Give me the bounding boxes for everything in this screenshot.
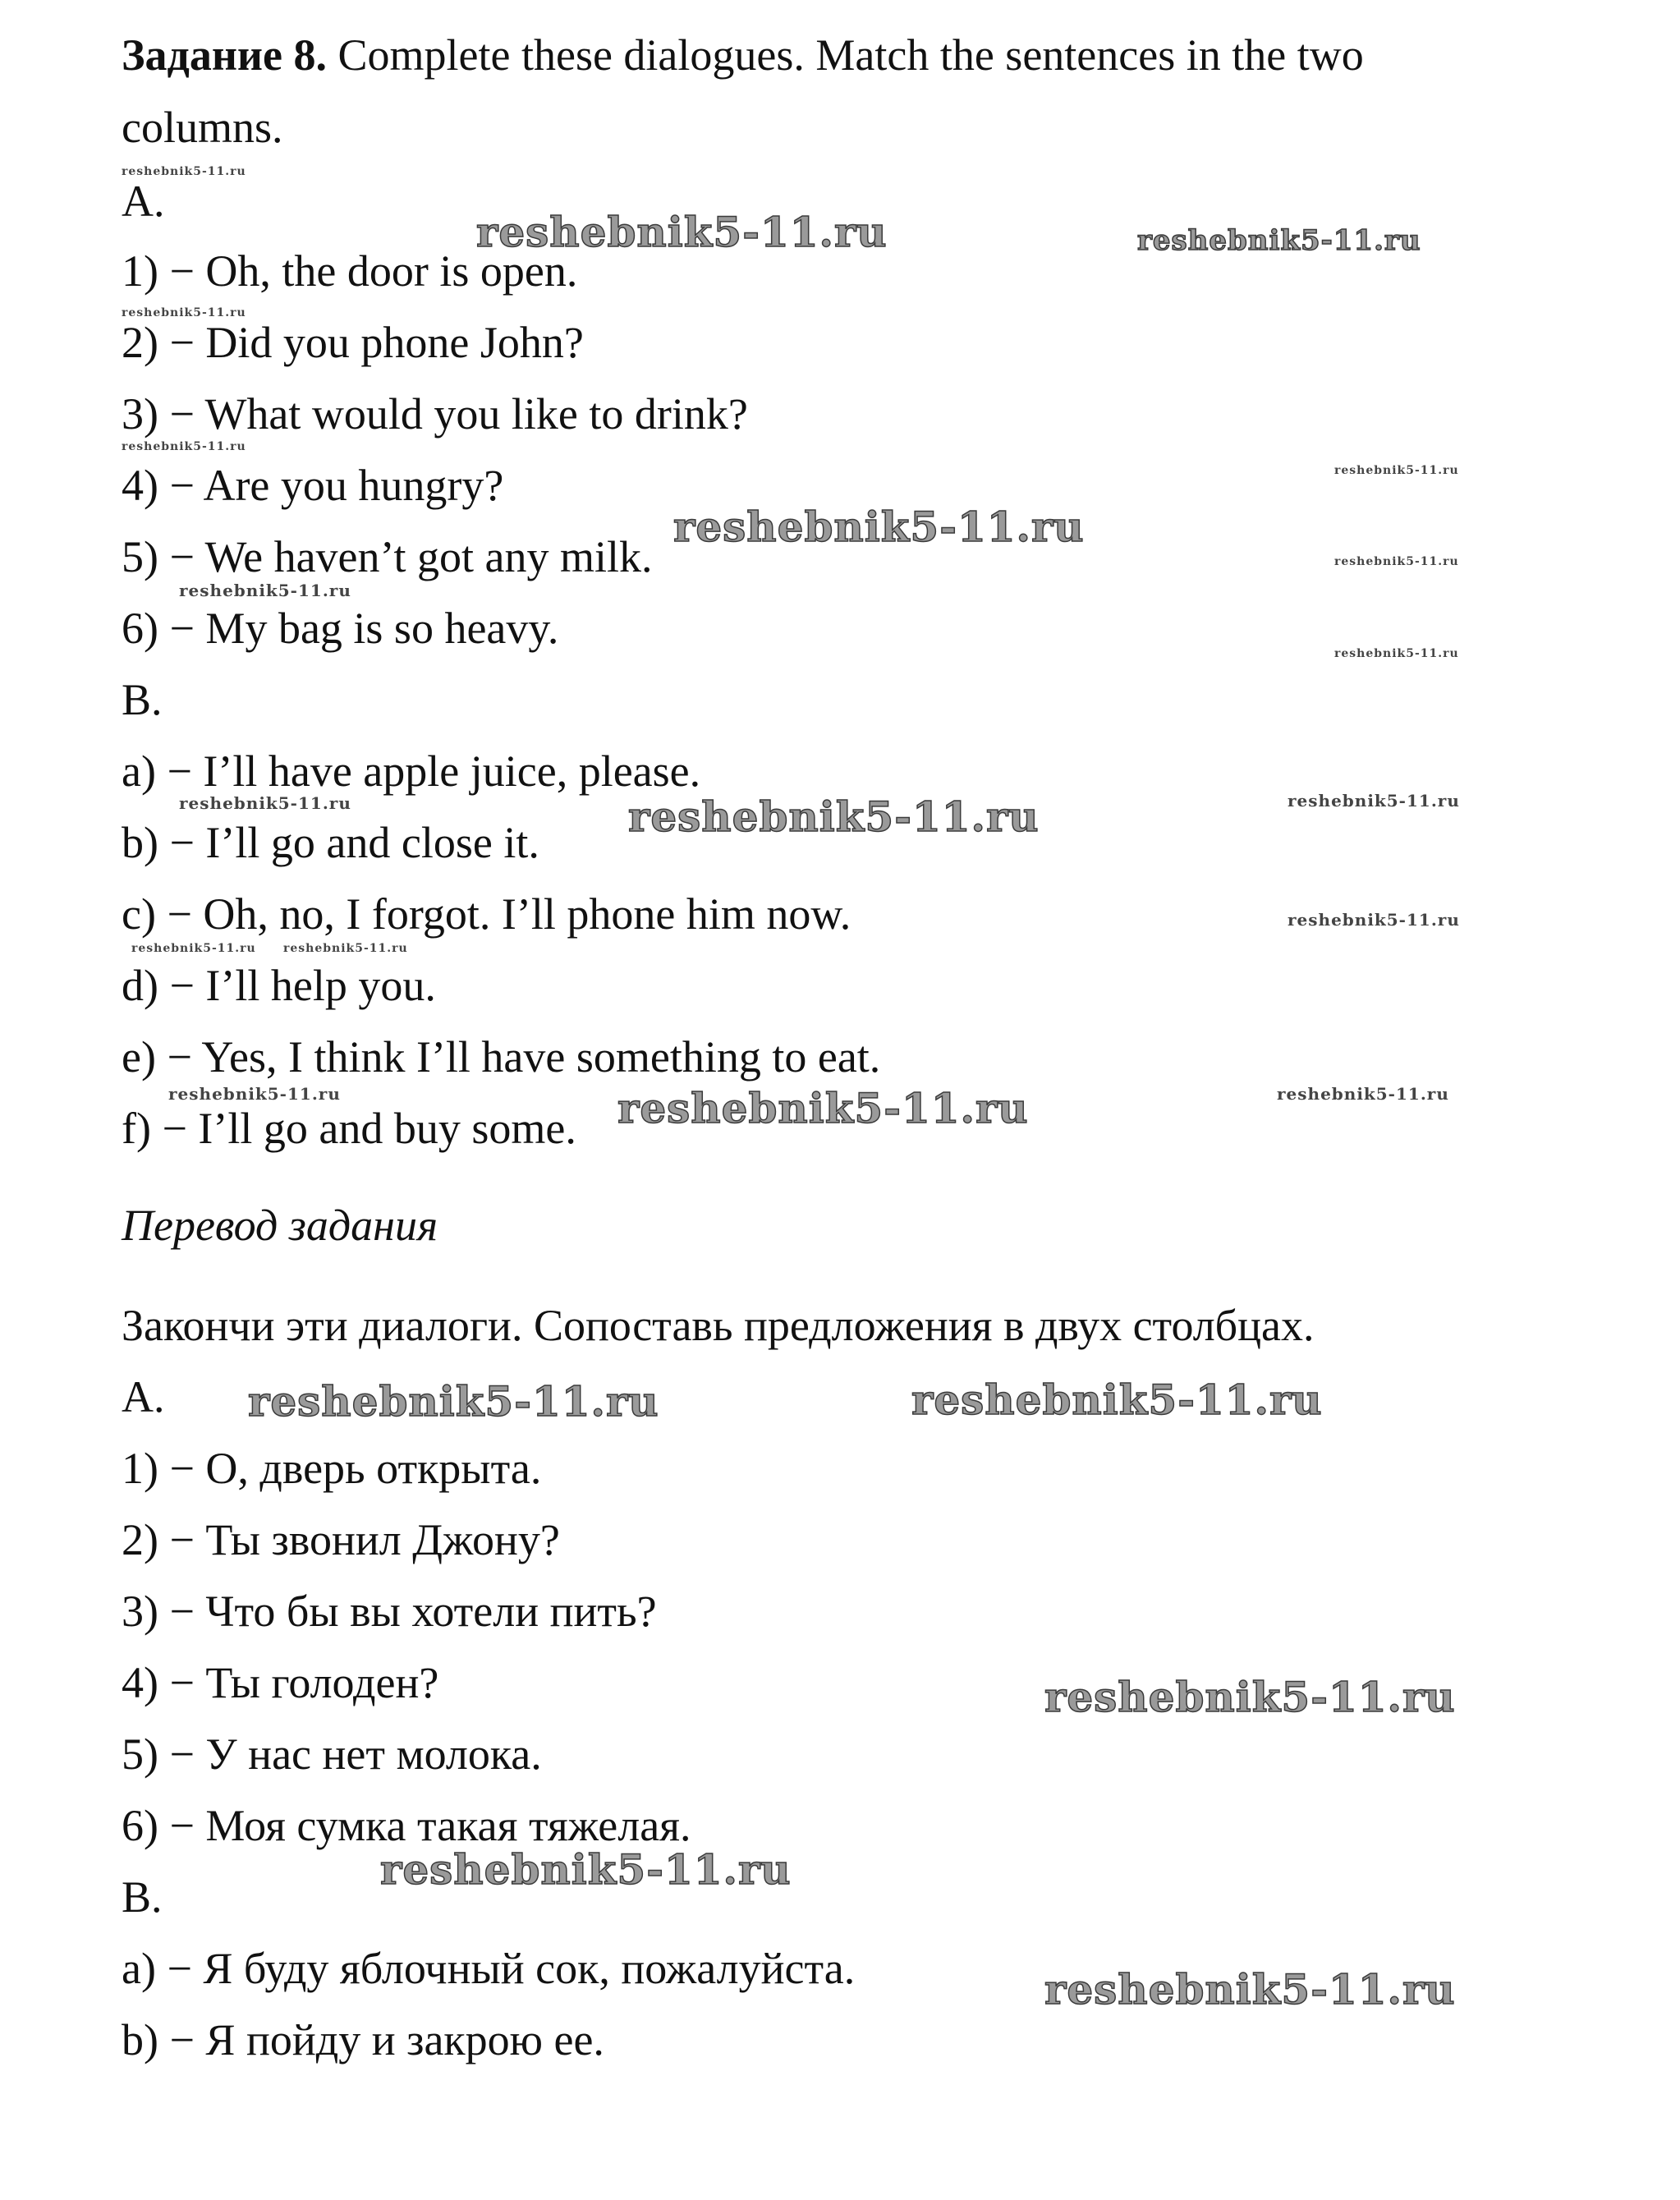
list-item-bb: b) − I’ll go and close it. — [122, 818, 539, 867]
watermark: reshebnik5-11.ru — [628, 792, 1040, 841]
watermark: reshebnik5-11.ru — [122, 165, 246, 178]
watermark: reshebnik5-11.ru — [1137, 224, 1421, 257]
column-b-label: B. — [122, 675, 163, 724]
list-item-a1: 1) − Oh, the door is open. — [122, 246, 578, 296]
watermark: reshebnik5-11.ru — [1044, 1673, 1456, 1721]
watermark: reshebnik5-11.ru — [1334, 647, 1459, 660]
watermark: reshebnik5-11.ru — [1277, 1084, 1449, 1104]
watermark: reshebnik5-11.ru — [283, 942, 408, 955]
translation-column-a-label: A. — [122, 1372, 165, 1422]
watermark: reshebnik5-11.ru — [1288, 791, 1460, 811]
list-item-a5: 5) − We haven’t got any milk. — [122, 532, 653, 581]
watermark: reshebnik5-11.ru — [1334, 555, 1459, 568]
translation-item-a3: 3) − Что бы вы хотели пить? — [122, 1587, 657, 1636]
translation-item-a4: 4) − Ты голоден? — [122, 1658, 439, 1707]
translation-column-b-label: B. — [122, 1872, 163, 1922]
translation-item-a1: 1) − О, дверь открыта. — [122, 1444, 542, 1493]
watermark: reshebnik5-11.ru — [179, 581, 351, 600]
watermark: reshebnik5-11.ru — [179, 793, 351, 813]
translation-instruction: Закончи эти диалоги. Сопоставь предложения в двух столбцах. — [122, 1301, 1315, 1350]
translation-heading: Перевод задания — [122, 1201, 438, 1250]
watermark: reshebnik5-11.ru — [248, 1377, 659, 1426]
list-item-be: e) − Yes, I think I’ll have something to eat. — [122, 1032, 881, 1082]
watermark: reshebnik5-11.ru — [911, 1376, 1323, 1424]
watermark: reshebnik5-11.ru — [673, 503, 1085, 551]
task-instruction: Complete these dialogues. Match the sentences in the two — [327, 30, 1364, 80]
task-instruction-continued: columns. — [122, 103, 283, 152]
task-title — [122, 30, 1364, 80]
list-item-a6: 6) − My bag is so heavy. — [122, 604, 559, 653]
watermark: reshebnik5-11.ru — [122, 440, 246, 453]
watermark: reshebnik5-11.ru — [131, 942, 256, 955]
watermark: reshebnik5-11.ru — [476, 208, 888, 256]
column-a-label: A. — [122, 177, 165, 226]
translation-item-a5: 5) − У нас нет молока. — [122, 1729, 542, 1779]
list-item-ba: a) − I’ll have apple juice, please. — [122, 746, 701, 796]
translation-item-a2: 2) − Ты звонил Джону? — [122, 1515, 560, 1564]
watermark: reshebnik5-11.ru — [1044, 1965, 1456, 2014]
translation-item-bb: b) − Я пойду и закрою ее. — [122, 2015, 604, 2065]
watermark: reshebnik5-11.ru — [168, 1084, 341, 1104]
watermark: reshebnik5-11.ru — [1288, 910, 1460, 930]
watermark: reshebnik5-11.ru — [1334, 464, 1459, 477]
list-item-bf: f) − I’ll go and buy some. — [122, 1104, 576, 1153]
watermark: reshebnik5-11.ru — [380, 1845, 792, 1894]
task-number: Задание 8. — [122, 30, 328, 80]
list-item-a2: 2) − Did you phone John? — [122, 318, 584, 367]
translation-item-a6: 6) − Моя сумка такая тяжелая. — [122, 1801, 691, 1850]
list-item-a3: 3) − What would you like to drink? — [122, 389, 748, 439]
translation-item-ba: a) − Я буду яблочный сок, пожалуйста. — [122, 1944, 856, 1993]
watermark: reshebnik5-11.ru — [617, 1084, 1029, 1132]
list-item-bd: d) − I’ll help you. — [122, 961, 436, 1010]
watermark: reshebnik5-11.ru — [122, 306, 246, 319]
list-item-bc: c) − Oh, no, I forgot. I’ll phone him now. — [122, 889, 851, 939]
list-item-a4: 4) − Are you hungry? — [122, 461, 504, 510]
